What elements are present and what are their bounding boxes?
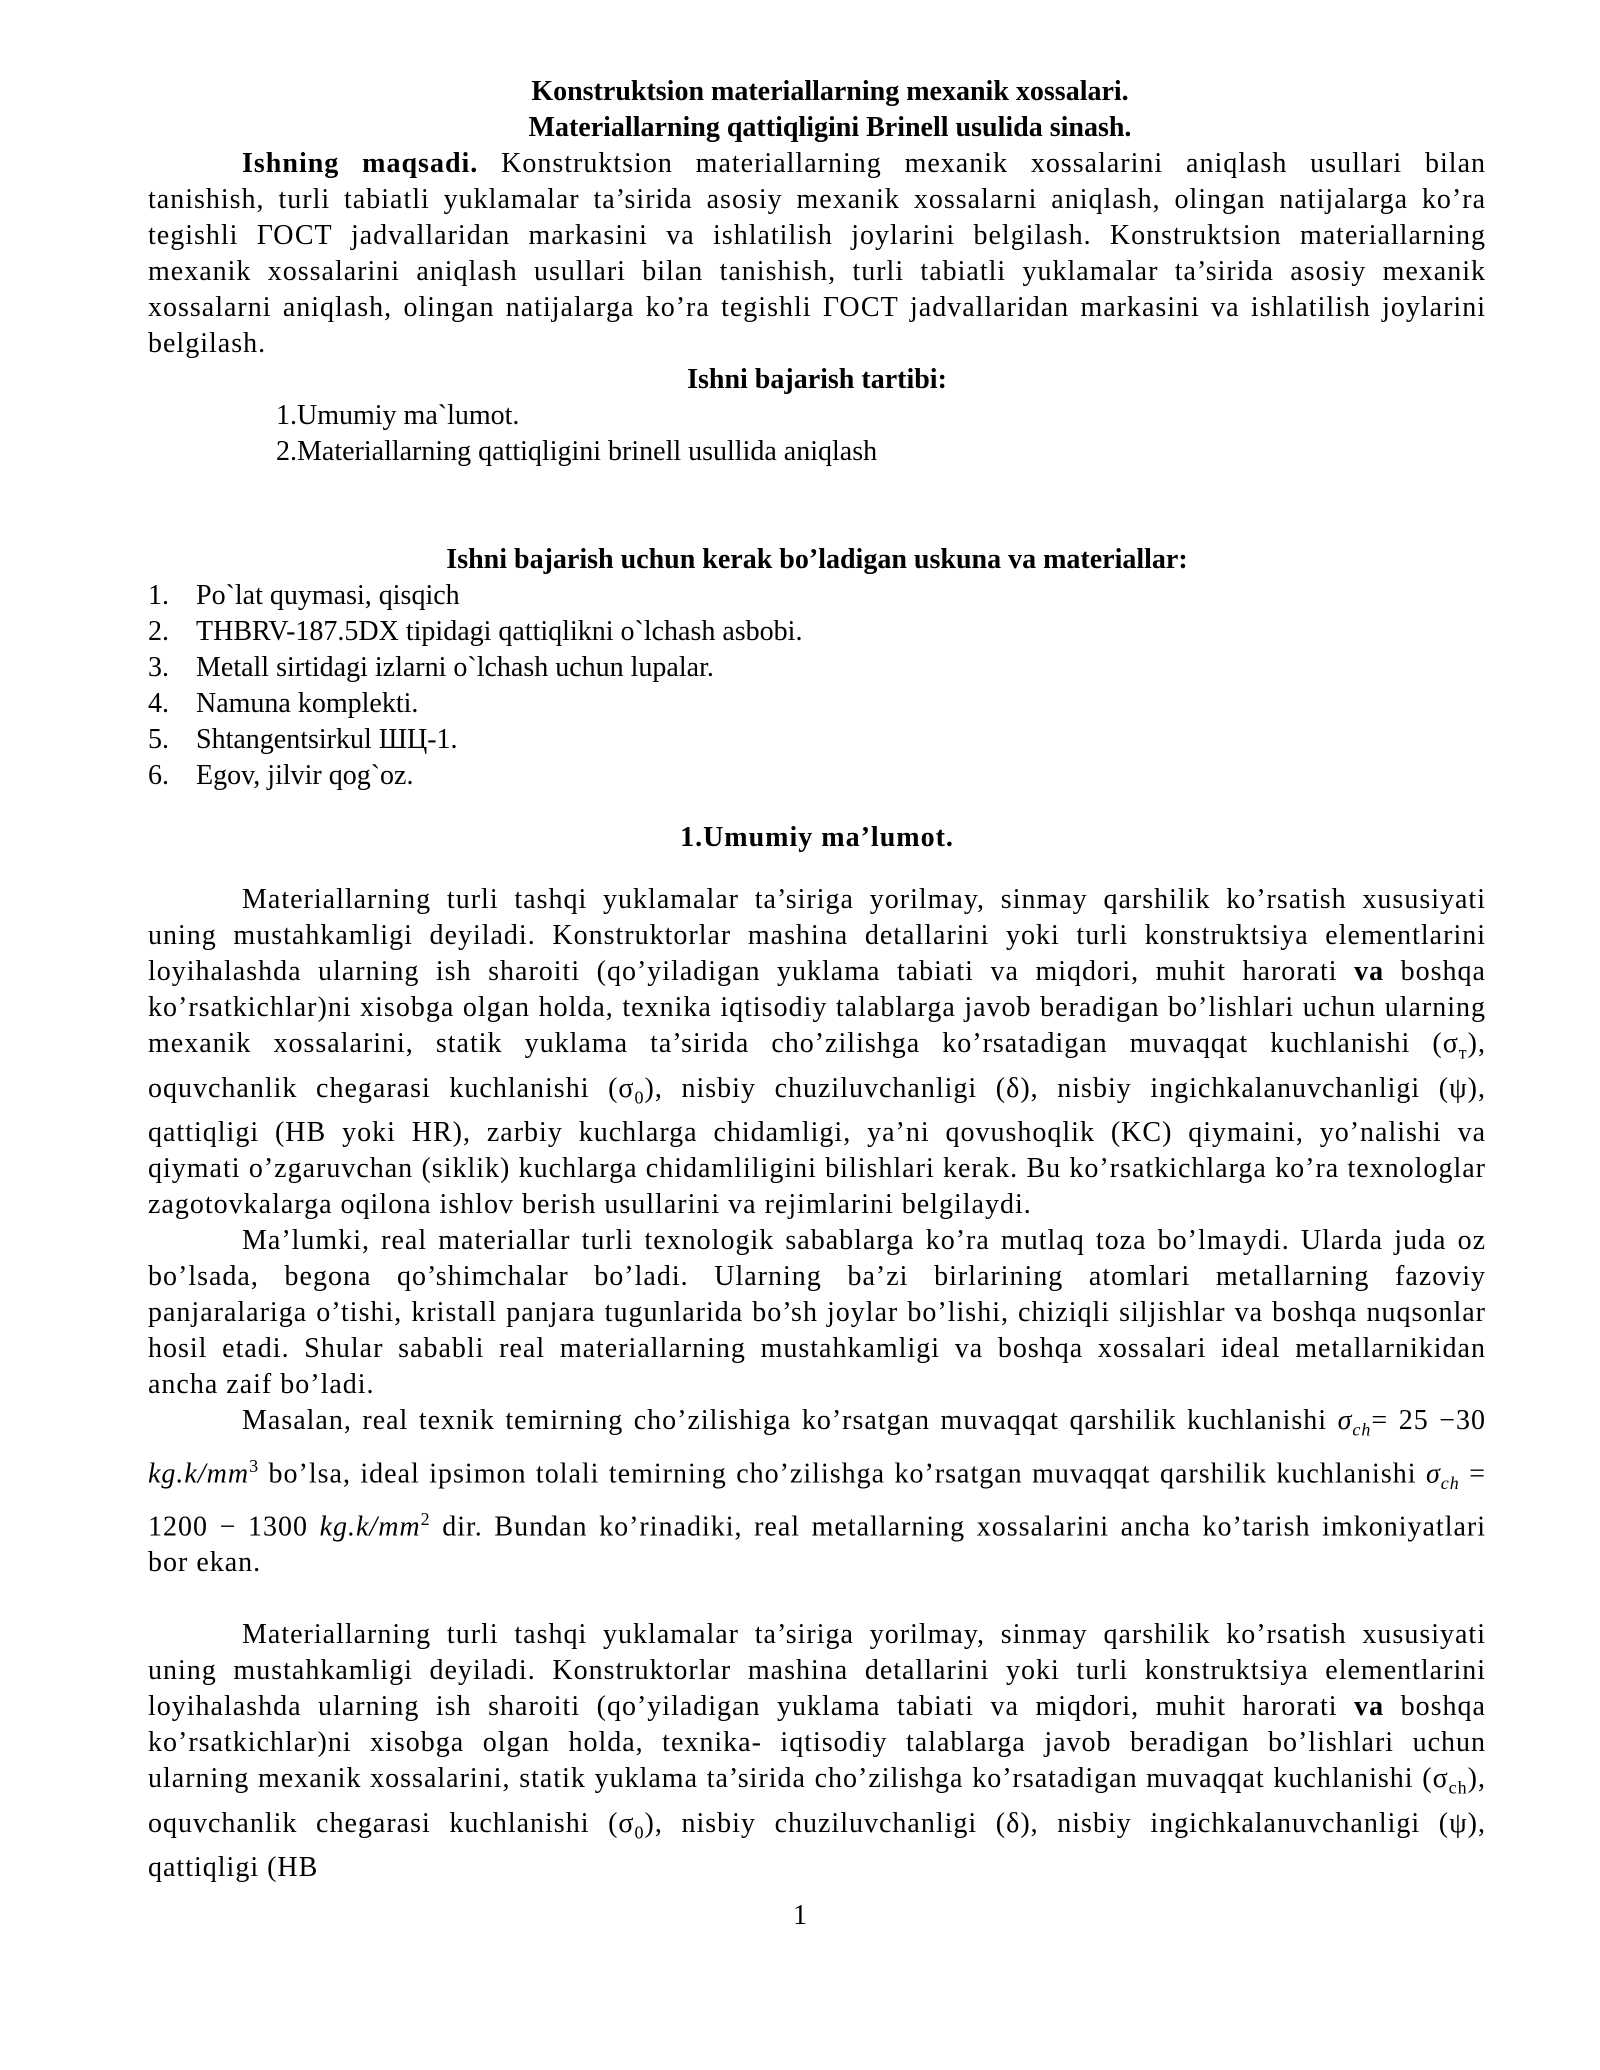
section-heading: 1.Umumiy ma’lumot. xyxy=(680,822,954,853)
procedure-step-1: 1.Umumiy ma`lumot. xyxy=(276,400,520,431)
paragraph-bold-text: va xyxy=(1354,956,1385,987)
subscript: т xyxy=(1458,1042,1468,1063)
paragraph-text: Materiallarning turli tashqi yuklamalar ta’siriga yorilmay, sinmay qarshilik ko’rsatish xususiyati uning mustahkamligi deyiladi. Konstruktorlar mashina detallarini yoki turli konstruktsiya elementlarini loyihalashda ularning ish sharoiti (qo’yiladigan yuklama tabiati va miqdori, muhit harorati xyxy=(148,1619,1486,1723)
list-item xyxy=(148,614,1486,650)
subscript: ch xyxy=(1448,1777,1468,1798)
superscript: 2 xyxy=(420,1508,431,1529)
paragraph-text: Masalan, real texnik temirning cho’zilishiga ko’rsatgan muvaqqat qarshilik kuchlanishi xyxy=(242,1405,1338,1437)
paragraph-text: boshqa ko’rsatkichlar)ni xisobga olgan holda, texnika- iqtisodiy talablarga javob beradigan bo’lishlari uchun ularning mexanik xossalarini, statik yuklama ta’sirida cho’zilishga ko’rsatadigan muvaqqat kuchlanishi (σ xyxy=(148,1691,1486,1795)
document-title-line2: Materiallarning qattiqligini Brinell usulida sinash. xyxy=(528,112,1132,143)
list-item xyxy=(148,578,1486,614)
formula-sigma: σ xyxy=(1337,1405,1353,1437)
body-paragraph-1 xyxy=(148,882,1486,1223)
list-item-text: Egov, jilvir qog`oz. xyxy=(196,760,414,791)
list-item-number: 2. xyxy=(148,616,169,647)
paragraph-text: bo’lsa, ideal ipsimon tolali temirning cho’zilishga ko’rsatgan muvaqqat qarshilik kuchlanishi xyxy=(259,1458,1426,1490)
list-item-text: Shtangentsirkul ШЦ-1. xyxy=(196,724,458,755)
formula-sigma: σ xyxy=(1425,1458,1441,1490)
subscript: 0 xyxy=(634,1822,645,1843)
formula-value: = 25 −30 xyxy=(1371,1405,1486,1437)
superscript: 3 xyxy=(249,1455,260,1476)
paragraph-text: ), oquvchanlik chegarasi kuchlanishi (σ xyxy=(148,1763,1486,1839)
paragraph-text: ), nisbiy chuziluvchanligi (δ), nisbiy ingichkalanuvchanligi (ψ), qattiqligi (HB yoki HR), zarbiy kuchlarga chidamligi, ya’ni qovushoqlik (KC) qiymaini, yo’nalishi va qiymati o’zgaruvchan (siklik) kuchlarga chidamliligini bilishlari kerak. Bu ko’rsatkichlarga ko’ra texnologlar zagotovkalarga oqilona ishlov berish usullarini va rejimlarini belgilaydi. xyxy=(148,1072,1486,1221)
equipment-heading: Ishni bajarish uchun kerak bo’ladigan uskuna va materiallar: xyxy=(446,544,1188,575)
procedure-step-2: 2.Materiallarning qattiqligini brinell usullida aniqlash xyxy=(276,436,878,467)
paragraph-bold-text: va xyxy=(1354,1691,1385,1723)
paragraph-text: dir. Bundan ko’rinadiki, real metallarning xossalarini ancha ko’tarish imkoniyatlari bor ekan. xyxy=(148,1511,1487,1579)
list-item xyxy=(148,686,1486,722)
paragraph-text: ), oquvchanlik chegarasi kuchlanishi (σ xyxy=(148,1028,1486,1104)
formula-unit: kg.k/mm xyxy=(319,1511,421,1543)
list-item xyxy=(148,722,1486,758)
list-item-number: 4. xyxy=(148,688,169,719)
paragraph-text: boshqa ko’rsatkichlar)ni xisobga olgan holda, texnika iqtisodiy talablarga javob beradigan bo’lishlari uchun ularning mexanik xossalarini, statik yuklama ta’sirida cho’zilishga ko’rsatadigan muvaqqat kuchlanishi (σ xyxy=(148,956,1486,1059)
paragraph-text: ), nisbiy chuziluvchanligi (δ), nisbiy ingichkalanuvchanligi (ψ), qattiqligi (HB xyxy=(148,1807,1486,1884)
equipment-list xyxy=(148,578,1486,794)
page-number: 1 xyxy=(793,1900,807,1931)
paragraph-text: Materiallarning turli tashqi yuklamalar ta’siriga yorilmay, sinmay qarshilik ko’rsatish xususiyati uning mustahkamligi deyiladi. Konstruktorlar mashina detallarini yoki turli konstruktsiya elementlarini loyihalashda ularning ish sharoiti (qo’yiladigan yuklama tabiati va miqdori, muhit harorati xyxy=(148,884,1486,987)
subscript: ch xyxy=(1352,1419,1372,1440)
list-item-number: 1. xyxy=(148,580,169,611)
body-paragraph-3 xyxy=(148,1403,1486,1581)
list-item-text: Namuna komplekti. xyxy=(196,688,419,719)
subscript: ch xyxy=(1440,1472,1460,1493)
list-item-text: THBRV-187.5DX tipidagi qattiqlikni o`lchash asbobi. xyxy=(196,616,803,647)
list-item-number: 5. xyxy=(148,724,169,755)
list-item-text: Po`lat quymasi, qisqich xyxy=(196,580,460,611)
body-paragraph-4 xyxy=(148,1617,1486,1886)
formula-unit: kg.k/mm xyxy=(148,1458,250,1490)
list-item-text: Metall sirtidagi izlarni o`lchash uchun lupalar. xyxy=(196,652,714,683)
subscript: 0 xyxy=(634,1087,645,1108)
purpose-text: Konstruktsion materiallarning mexanik xossalarini aniqlash usullari bilan tanishish, turli tabiatli yuklamalar ta’sirida asosiy mexanik xossalarni aniqlash, olingan natijalarga ko’ra tegishli ГОСТ jadvallaridan markasini va ishlatilish joylarini belgilash. Konstruktsion materiallarning mexanik xossalarini aniqlash usullari bilan tanishish, turli tabiatli yuklamalar ta’sirida asosiy mexanik xossalarni aniqlash, olingan natijalarga ko’ra tegishli ГОСТ jadvallaridan markasini va ishlatilish joylarini belgilash. xyxy=(148,148,1487,359)
purpose-label: Ishning maqsadi. xyxy=(242,148,479,179)
list-item-number: 6. xyxy=(148,760,169,791)
list-item xyxy=(148,650,1486,686)
list-item-number: 3. xyxy=(148,652,169,683)
document-title-line1: Konstruktsion materiallarning mexanik xossalari. xyxy=(531,76,1129,107)
body-paragraph-2: Ma’lumki, real materiallar turli texnologik sabablarga ko’ra mutlaq toza bo’lmaydi. Ularda juda oz bo’lsada, begona qo’shimchalar bo’ladi. Ularning ba’zi birlarining atomlari metallarning fazoviy panjaralariga o’tishi, kristall panjara tugunlarida bo’sh joylar bo’lishi, chiziqli siljishlar va boshqa nuqsonlar hosil etadi. Shular sababli real materiallarning mustahkamligi va boshqa xossalari ideal metallarnikidan ancha zaif bo’ladi. xyxy=(148,1225,1486,1401)
list-item xyxy=(148,758,1486,794)
procedure-heading: Ishni bajarish tartibi: xyxy=(687,364,947,395)
formula-value: = 1200 − 1300 xyxy=(148,1458,1486,1543)
purpose-paragraph xyxy=(148,146,1486,362)
